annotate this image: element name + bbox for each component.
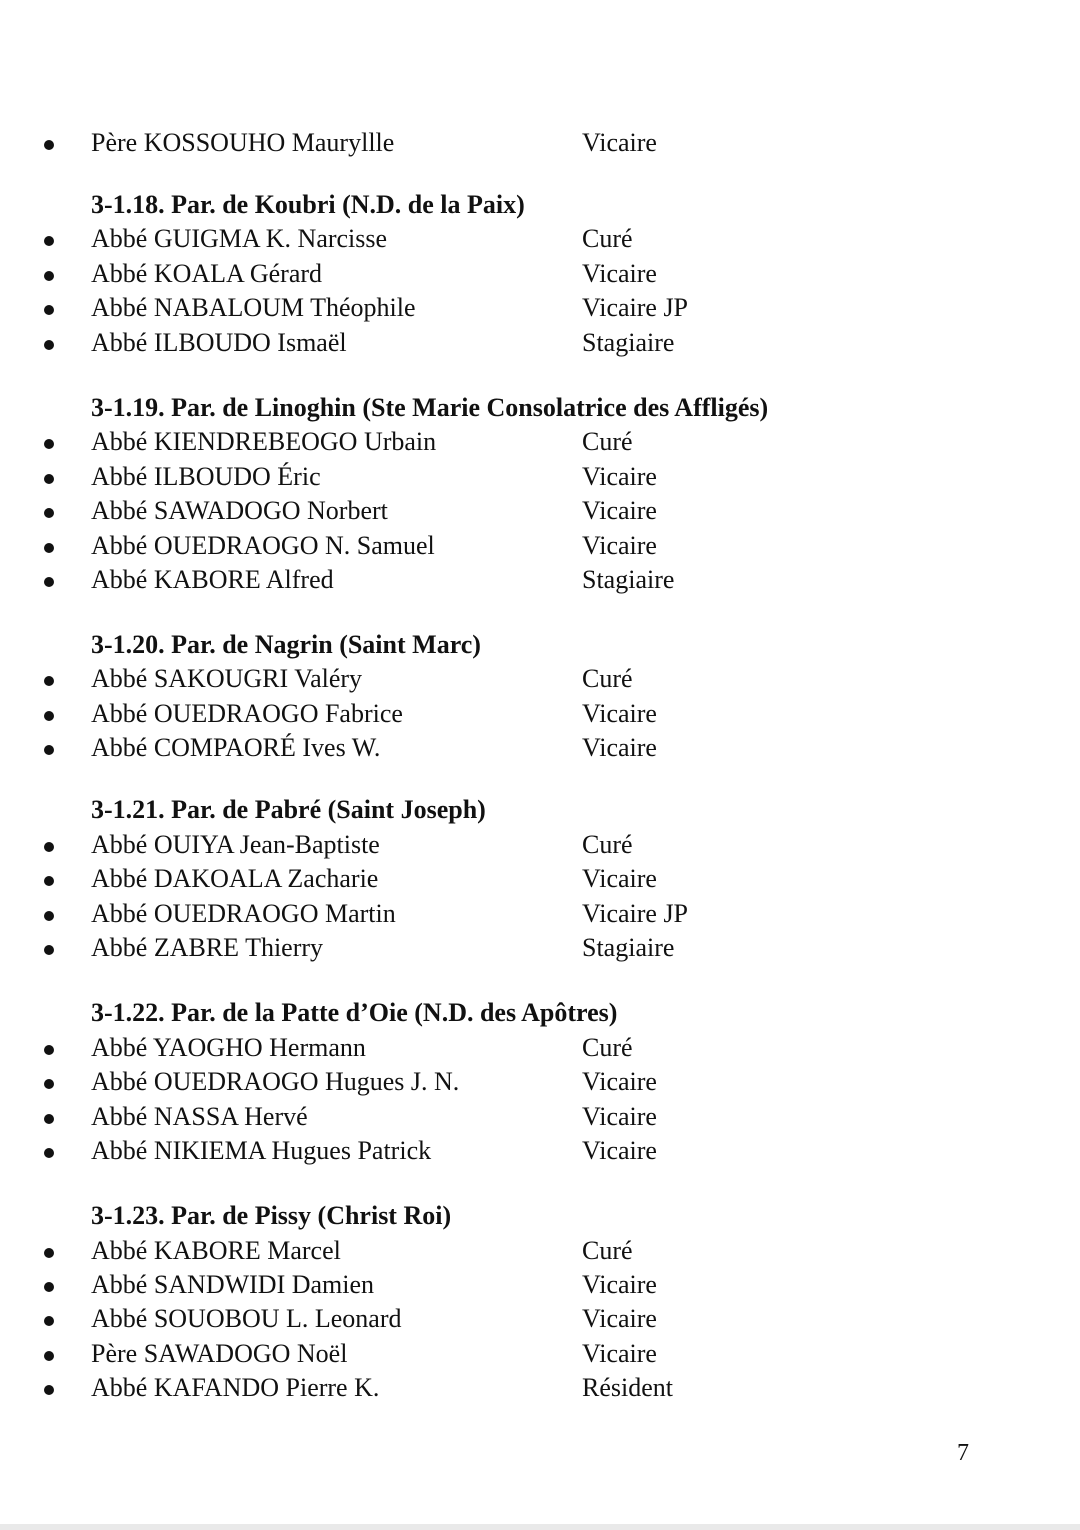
- page-number: 7: [957, 1440, 969, 1466]
- bullet-icon: [44, 577, 54, 587]
- bullet-icon: [44, 543, 54, 553]
- bullet-icon: [44, 1045, 54, 1055]
- section-heading: 3-1.20. Par. de Nagrin (Saint Marc): [91, 630, 481, 659]
- bullet-icon: [44, 508, 54, 518]
- list-item: [0, 1268, 1080, 1302]
- bullet-icon: [44, 945, 54, 955]
- clergy-role: Vicaire: [582, 128, 657, 157]
- bullet-icon: [44, 1316, 54, 1326]
- clergy-role: Vicaire: [582, 259, 657, 288]
- list-item: [0, 257, 1080, 291]
- list-item: [0, 1031, 1080, 1065]
- clergy-role: Curé: [582, 664, 633, 693]
- clergy-name: Abbé ZABRE Thierry: [91, 933, 324, 962]
- bullet-icon: [44, 1351, 54, 1361]
- bullet-icon: [44, 1148, 54, 1158]
- clergy-name: Abbé ILBOUDO Ismaël: [91, 328, 347, 357]
- bullet-icon: [44, 1079, 54, 1089]
- clergy-role: Résident: [582, 1373, 673, 1402]
- clergy-role: Curé: [582, 1033, 633, 1062]
- clergy-name: Abbé KOALA Gérard: [91, 259, 323, 288]
- clergy-name: Abbé NASSA Hervé: [91, 1102, 308, 1131]
- clergy-name: Abbé OUEDRAOGO Fabrice: [91, 699, 403, 728]
- bullet-icon: [44, 236, 54, 246]
- list-item: [0, 697, 1080, 731]
- clergy-role: Vicaire: [582, 1067, 657, 1096]
- clergy-role: Vicaire: [582, 1339, 657, 1368]
- viewer-bottom-strip: [0, 1524, 1080, 1530]
- clergy-name: Abbé NIKIEMA Hugues Patrick: [91, 1136, 432, 1165]
- clergy-name: Abbé OUEDRAOGO Hugues J. N.: [91, 1067, 460, 1096]
- clergy-name: Abbé YAOGHO Hermann: [91, 1033, 366, 1062]
- list-item: [0, 529, 1080, 563]
- clergy-role: Curé: [582, 224, 633, 253]
- list-item: [0, 1234, 1080, 1268]
- list-item: [0, 862, 1080, 896]
- list-item: [0, 662, 1080, 696]
- list-item: [0, 931, 1080, 965]
- list-item: [0, 1337, 1080, 1371]
- list-item: [0, 1302, 1080, 1336]
- bullet-icon: [44, 1282, 54, 1292]
- clergy-role: Stagiaire: [582, 328, 675, 357]
- list-item: [0, 731, 1080, 765]
- list-item: [0, 494, 1080, 528]
- bullet-icon: [44, 676, 54, 686]
- clergy-role: Stagiaire: [582, 933, 675, 962]
- list-item: [0, 1134, 1080, 1168]
- bullet-icon: [44, 140, 54, 150]
- list-item: [0, 460, 1080, 494]
- clergy-role: Vicaire: [582, 462, 657, 491]
- list-item: [0, 563, 1080, 597]
- section-heading: 3-1.21. Par. de Pabré (Saint Joseph): [91, 795, 486, 824]
- clergy-role: Stagiaire: [582, 565, 675, 594]
- section-heading: 3-1.19. Par. de Linoghin (Ste Marie Consolatrice des Affligés): [91, 393, 769, 422]
- clergy-name: Abbé KABORE Alfred: [91, 565, 334, 594]
- bullet-icon: [44, 474, 54, 484]
- list-item: [0, 897, 1080, 931]
- bullet-icon: [44, 711, 54, 721]
- list-item: [0, 828, 1080, 862]
- clergy-role: Vicaire: [582, 1102, 657, 1131]
- bullet-icon: [44, 876, 54, 886]
- clergy-role: Vicaire: [582, 1270, 657, 1299]
- clergy-name: Abbé OUIYA Jean-Baptiste: [91, 830, 380, 859]
- bullet-icon: [44, 1385, 54, 1395]
- bullet-icon: [44, 842, 54, 852]
- clergy-role: Vicaire: [582, 1304, 657, 1333]
- clergy-name: Abbé SOUOBOU L. Leonard: [91, 1304, 402, 1333]
- bullet-icon: [44, 271, 54, 281]
- clergy-name: Abbé OUEDRAOGO N. Samuel: [91, 531, 435, 560]
- clergy-role: Curé: [582, 1236, 633, 1265]
- section-heading: 3-1.22. Par. de la Patte d’Oie (N.D. des Apôtres): [91, 998, 618, 1027]
- bullet-icon: [44, 1114, 54, 1124]
- clergy-role: Vicaire JP: [582, 899, 689, 928]
- list-item: [0, 291, 1080, 325]
- clergy-name: Abbé GUIGMA K. Narcisse: [91, 224, 388, 253]
- clergy-name: Père KOSSOUHO Mauryllle: [91, 128, 395, 157]
- list-item: [0, 1100, 1080, 1134]
- list-item: [0, 126, 1080, 160]
- list-item: [0, 1371, 1080, 1405]
- clergy-name: Abbé KABORE Marcel: [91, 1236, 341, 1265]
- clergy-name: Abbé SANDWIDI Damien: [91, 1270, 375, 1299]
- clergy-role: Vicaire: [582, 864, 657, 893]
- list-item: [0, 425, 1080, 459]
- list-item: [0, 1065, 1080, 1099]
- clergy-role: Vicaire: [582, 1136, 657, 1165]
- clergy-name: Abbé KIENDREBEOGO Urbain: [91, 427, 437, 456]
- clergy-role: Curé: [582, 830, 633, 859]
- clergy-role: Vicaire JP: [582, 293, 689, 322]
- clergy-role: Vicaire: [582, 496, 657, 525]
- clergy-name: Abbé ILBOUDO Éric: [91, 462, 321, 491]
- list-item: [0, 326, 1080, 360]
- bullet-icon: [44, 745, 54, 755]
- clergy-role: Vicaire: [582, 699, 657, 728]
- clergy-name: Abbé COMPAORÉ Ives W.: [91, 733, 381, 762]
- clergy-role: Curé: [582, 427, 633, 456]
- section-heading: 3-1.18. Par. de Koubri (N.D. de la Paix): [91, 190, 525, 219]
- clergy-role: Vicaire: [582, 733, 657, 762]
- clergy-name: Abbé OUEDRAOGO Martin: [91, 899, 396, 928]
- bullet-icon: [44, 911, 54, 921]
- section-heading: 3-1.23. Par. de Pissy (Christ Roi): [91, 1201, 452, 1230]
- bullet-icon: [44, 439, 54, 449]
- clergy-name: Abbé DAKOALA Zacharie: [91, 864, 379, 893]
- clergy-name: Abbé SAKOUGRI Valéry: [91, 664, 363, 693]
- bullet-icon: [44, 305, 54, 315]
- clergy-name: Abbé NABALOUM Théophile: [91, 293, 416, 322]
- bullet-icon: [44, 340, 54, 350]
- bullet-icon: [44, 1248, 54, 1258]
- clergy-name: Abbé SAWADOGO Norbert: [91, 496, 388, 525]
- clergy-name: Père SAWADOGO Noël: [91, 1339, 348, 1368]
- clergy-name: Abbé KAFANDO Pierre K.: [91, 1373, 380, 1402]
- clergy-role: Vicaire: [582, 531, 657, 560]
- list-item: [0, 222, 1080, 256]
